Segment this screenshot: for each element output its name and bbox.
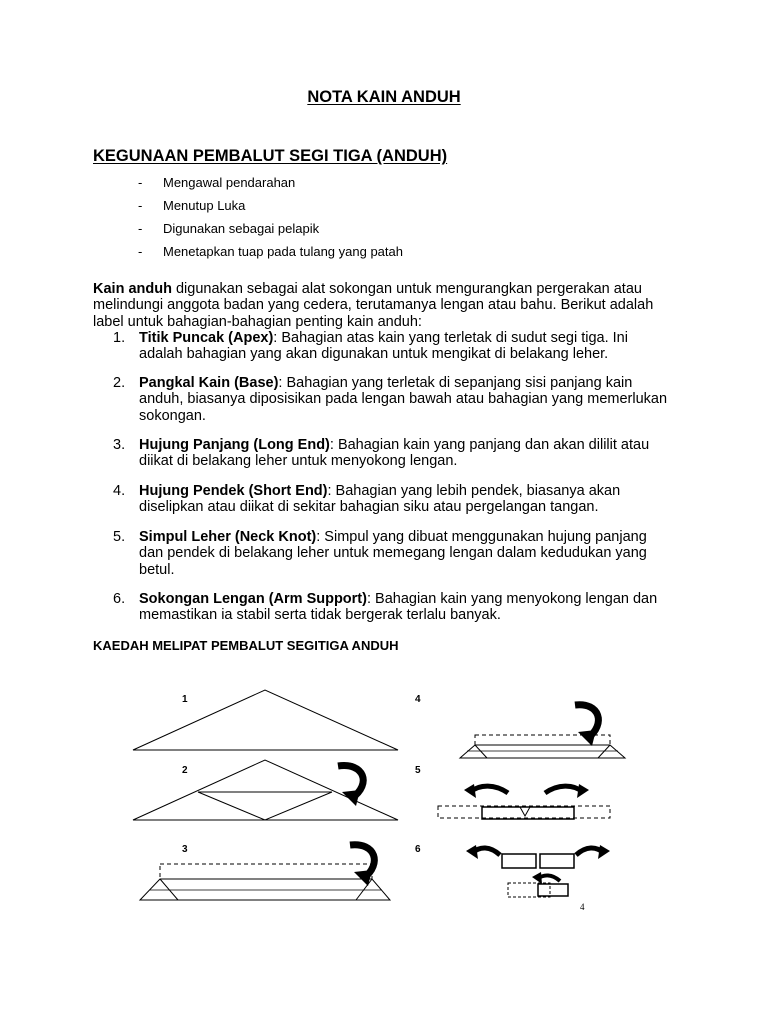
curved-arrow-left-icon — [466, 845, 500, 859]
page-title: NOTA KAIN ANDUH — [307, 88, 461, 106]
part-number: 5. — [113, 529, 126, 545]
part-item — [113, 437, 673, 483]
step-label: 4 — [415, 694, 421, 705]
step-label: 1 — [182, 694, 188, 705]
part-text: : Bahagian kain yang panjang dan akan dililit atau diikat di belakang leher untuk menyokong lengan. — [139, 437, 650, 470]
section-heading-uses: KEGUNAAN PEMBALUT SEGI TIGA (ANDUH) — [93, 147, 448, 165]
step-label: 6 — [415, 844, 421, 855]
bullet-dash: - — [138, 244, 143, 259]
intro-term: Kain anduh — [93, 280, 172, 297]
page-number: 4 — [580, 902, 585, 912]
bullet-dash: - — [138, 175, 143, 190]
parts-list — [113, 330, 673, 624]
list-item — [138, 242, 403, 265]
bullet-dash: - — [138, 221, 143, 236]
part-item — [113, 591, 673, 624]
part-item — [113, 483, 673, 529]
part-item — [113, 330, 673, 375]
folding-diagram — [120, 680, 650, 915]
part-number: 2. — [113, 375, 126, 391]
step-1-triangle — [133, 690, 398, 750]
step-label: 3 — [182, 844, 188, 855]
part-term: Hujung Panjang (Long End) — [139, 437, 330, 453]
section-heading-folding: KAEDAH MELIPAT PEMBALUT SEGITIGA ANDUH — [93, 638, 399, 653]
part-text: : Simpul yang dibuat menggunakan hujung panjang dan pendek di belakang leher untuk memegang lengan dalam kedudukan yang betul. — [139, 529, 647, 578]
curved-arrow-left-icon — [464, 784, 508, 798]
step-3-fold — [140, 864, 390, 900]
bullet-dash: - — [138, 198, 143, 213]
part-term: Sokongan Lengan (Arm Support) — [139, 591, 367, 607]
fold-arrow-icon — [350, 845, 374, 886]
curved-arrow-right-icon — [545, 784, 589, 798]
part-text: : Bahagian yang lebih pendek, biasanya akan diselipkan atau diikat di sekitar bahagian siku atau pergelangan tangan. — [139, 483, 621, 516]
part-text: : Bahagian yang terletak di sepanjang sisi panjang kain anduh, biasanya diposisikan pada lengan bawah atau bahagian yang memerlukan sokongan. — [139, 375, 668, 424]
list-item-text: Menetapkan tuap pada tulang yang patah — [163, 244, 403, 259]
list-item — [138, 219, 403, 242]
curved-arrow-left-icon — [532, 872, 560, 884]
step-4-fold — [460, 735, 625, 758]
part-text: : Bahagian atas kain yang terletak di sudut segi tiga. Ini adalah bahagian yang akan digunakan untuk mengikat di belakang leher. — [139, 330, 628, 363]
part-item — [113, 529, 673, 591]
list-item-text: Digunakan sebagai pelapik — [163, 221, 320, 236]
part-term: Titik Puncak (Apex) — [139, 330, 274, 346]
part-term: Simpul Leher (Neck Knot) — [139, 529, 317, 545]
list-item — [138, 173, 403, 196]
fold-arrow-icon — [575, 705, 598, 746]
part-item — [113, 375, 673, 437]
part-number: 1. — [113, 330, 126, 346]
step-label: 2 — [182, 765, 188, 776]
part-number: 4. — [113, 483, 126, 499]
step-5-fold — [438, 806, 610, 819]
list-item-text: Mengawal pendarahan — [163, 175, 296, 190]
part-term: Hujung Pendek (Short End) — [139, 483, 328, 499]
intro-paragraph — [93, 281, 663, 331]
step-label: 5 — [415, 765, 421, 776]
uses-list — [138, 173, 403, 265]
fold-arrow-icon — [338, 766, 363, 806]
part-number: 3. — [113, 437, 126, 453]
intro-text: digunakan sebagai alat sokongan untuk mengurangkan pergerakan atau melindungi anggota badan yang cedera, terutamanya lengan atau bahu. Berikut adalah label untuk bahagian-bahagian penting kain anduh: — [93, 280, 654, 330]
list-item-text: Menutup Luka — [163, 198, 246, 213]
part-number: 6. — [113, 591, 126, 607]
part-text: : Bahagian kain yang menyokong lengan dan memastikan ia stabil serta tidak bergerak terlalu banyak. — [139, 591, 658, 624]
curved-arrow-right-icon — [576, 845, 610, 859]
part-term: Pangkal Kain (Base) — [139, 375, 279, 391]
list-item — [138, 196, 403, 219]
